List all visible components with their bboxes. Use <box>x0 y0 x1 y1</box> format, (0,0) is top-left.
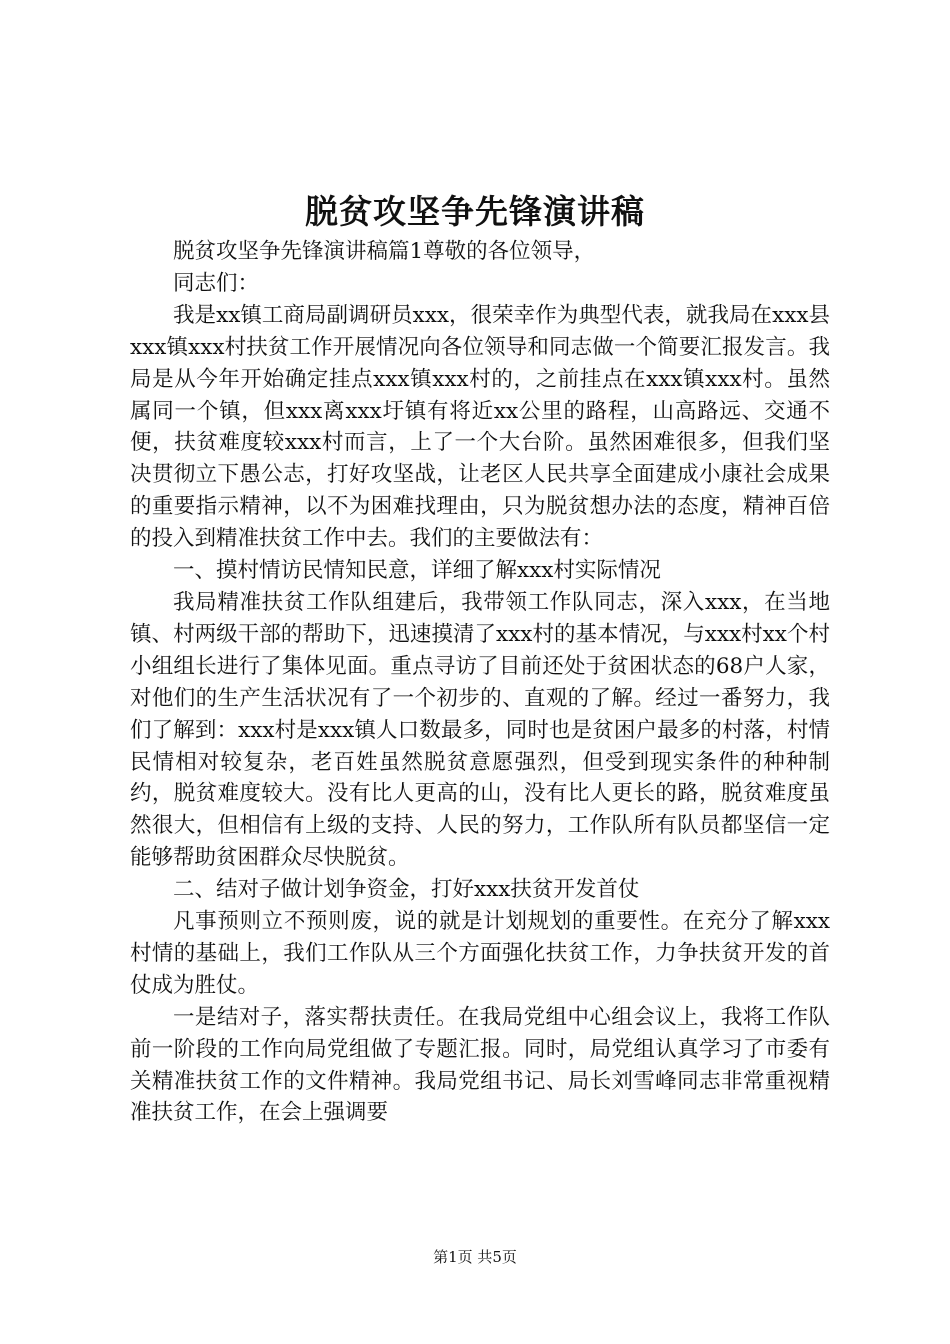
page-number-footer: 第1页 共5页 <box>433 1248 517 1266</box>
document-title: 脱贫攻坚争先锋演讲稿 <box>305 192 645 231</box>
paragraph-intro: 我是xx镇工商局副调研员xxx，很荣幸作为典型代表，就我局在xxx县xxx镇xxx村扶贫工作开展情况向各位领导和同志做一个简要汇报发言。我局是从今年开始确定挂点xxx镇xxx村的，之前挂点在xxx镇xxx村。虽然属同一个镇，但xxx离xxx圩镇有将近xx公里的路程，山高路远、交通不便，扶贫难度较xxx村而言，上了一个大台阶。虽然困难很多，但我们坚决贯彻立下愚公志，打好攻坚战，让老区人民共享全面建成小康社会成果的重要指示精神，以不为困难找理由，只为脱贫想办法的态度，精神百倍的投入到精准扶贫工作中去。我们的主要做法有： <box>130 302 830 552</box>
section-heading-2: 二、结对子做计划争资金，打好xxx扶贫开发首仗 <box>173 877 640 903</box>
section-heading-1: 一、摸村情访民情知民意，详细了解xxx村实际情况 <box>173 558 661 584</box>
paragraph-salutation: 脱贫攻坚争先锋演讲稿篇1尊敬的各位领导， <box>173 239 596 264</box>
paragraph-section-1: 我局精准扶贫工作队组建后，我带领工作队同志，深入xxx，在当地镇、村两级干部的帮助下，迅速摸清了xxx村的基本情况，与xxx村xx个村小组组长进行了集体见面。重点寻访了目前还处于贫困状态的68户人家，对他们的生产生活状况有了一个初步的、直观的了解。经过一番努力，我们了解到：xxx村是xxx镇人口数最多，同时也是贫困户最多的村落，村情民情相对较复杂，老百姓虽然脱贫意愿强烈，但受到现实条件的种种制约，脱贫难度较大。没有比人更高的山，没有比人更长的路，脱贫难度虽然很大，但相信有上级的支持、人民的努力，工作队所有队员都坚信一定能够帮助贫困群众尽快脱贫。 <box>130 589 830 871</box>
paragraph-section-2-point-1: 一是结对子，落实帮扶责任。在我局党组中心组会议上，我将工作队前一阶段的工作向局党组做了专题汇报。同时，局党组认真学习了市委有关精准扶贫工作的文件精神。我局党组书记、局长刘雪峰同志非常重视精准扶贫工作，在会上强调要 <box>130 1004 830 1126</box>
paragraph-section-2: 凡事预则立不预则废，说的就是计划规划的重要性。在充分了解xxx村情的基础上，我们工作队从三个方面强化扶贫工作，力争扶贫开发的首仗成为胜仗。 <box>130 909 830 998</box>
document-body <box>130 236 830 1129</box>
paragraph-greeting: 同志们： <box>173 270 260 296</box>
